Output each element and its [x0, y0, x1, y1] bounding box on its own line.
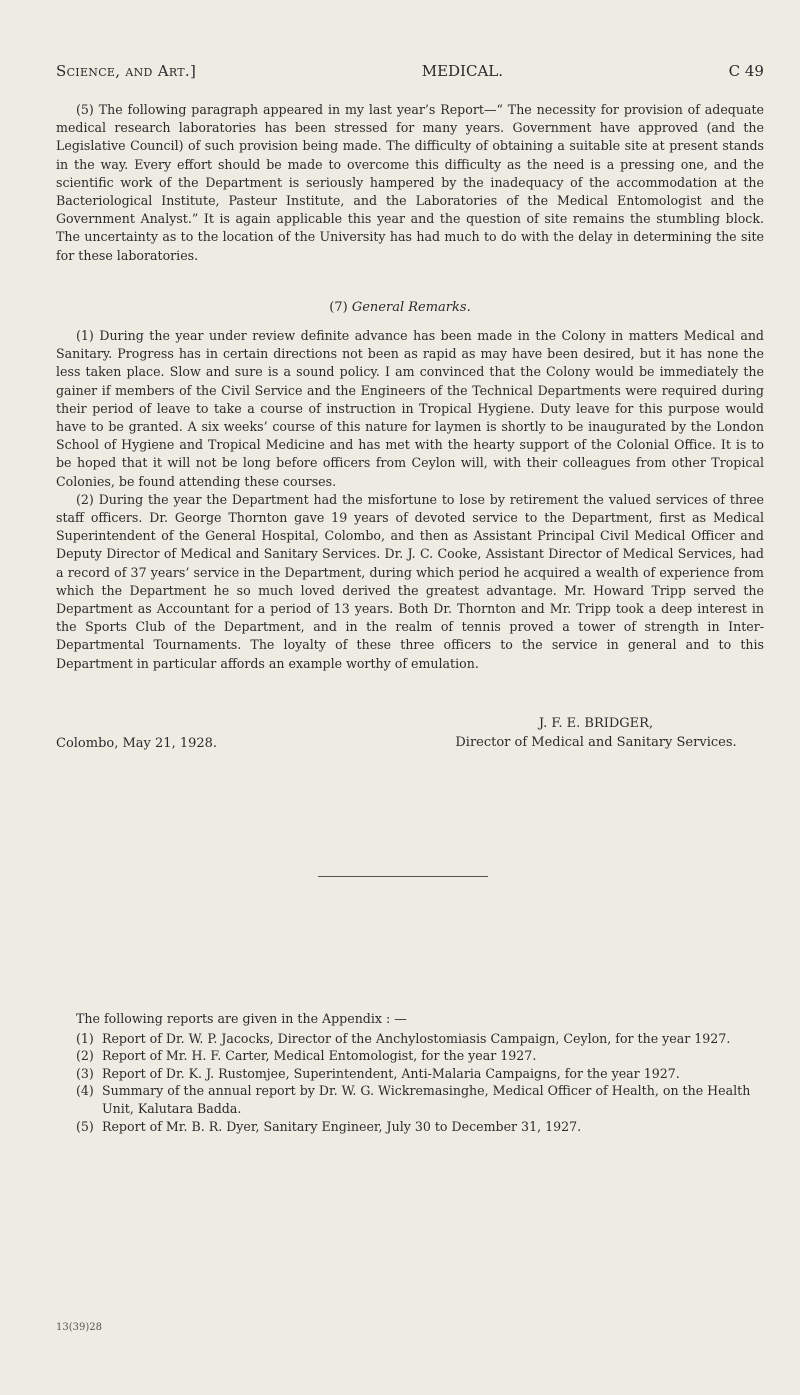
print-code: 13(39)28 — [56, 1322, 102, 1333]
list-item — [76, 1118, 764, 1136]
list-item-number: (4) — [76, 1083, 94, 1099]
list-item-text: Report of Mr. B. R. Dyer, Sanitary Engineer, July 30 to December 31, 1927. — [102, 1118, 582, 1134]
signature-block — [428, 714, 764, 752]
section-7-title: General Remarks. — [351, 300, 471, 315]
list-item-number: (1) — [76, 1030, 94, 1046]
list-item-number: (5) — [76, 1118, 94, 1134]
list-item — [76, 1030, 764, 1048]
list-item — [76, 1082, 764, 1117]
divider-rule — [318, 876, 488, 877]
section-7-number: (7) — [329, 300, 348, 315]
section-5 — [56, 101, 764, 265]
section-5-paragraph: (5) The following paragraph appeared in my last year’s Report—“ The necessity for provision of adequate medical research laboratories has been stressed for many years. Government have approved (and the Legislative Council) of such provision being made. The difficulty of obtaining a suitable site at present stands in the way. Every effort should be made to overcome this difficulty as the need is a pressing one, and the scientific work of the Department is seriously hampered by the inadequacy of the accommodation at the Bacteriological Institute, Pasteur Institute, and the Laboratories of the Medical Entomologist and the Government Analyst.” It is again applicable this year and the question of site remains the stumbling block. The uncertainty as to the location of the University has had much to do with the delay in determining the site for these laboratories. — [56, 102, 764, 263]
list-item-text: Summary of the annual report by Dr. W. G. Wickremasinghe, Medical Officer of Health, on the Health Unit, Kalutara Badda. — [102, 1083, 751, 1116]
list-item-text: Report of Mr. H. F. Carter, Medical Entomologist, for the year 1927. — [102, 1048, 537, 1064]
appendix-items — [56, 1030, 764, 1136]
section-7-paragraph-1: (1) During the year under review definite advance has been made in the Colony in matters Medical and Sanitary. Progress has in certain directions not been as rapid as may have been desired, but it has none the less taken place. Slow and sure is a sound policy. I am convinced that the Colony would be immediately the gainer if members of the Civil Service and the Engineers of the Technical Departments were required during their period of leave to take a course of instruction in Tropical Hygiene. Duty leave for this purpose would have to be granted. A six weeks’ course of this nature for laymen is shortly to be inaugurated by the London School of Hygiene and Tropical Medicine and has met with the hearty support of the Colonial Office. It is to be hoped that it will not be long before officers from Ceylon will, with their colleagues from other Tropical Colonies, be found attending these courses. — [56, 328, 764, 489]
section-7 — [56, 327, 764, 673]
list-item-number: (2) — [76, 1048, 94, 1064]
signature-name: J. F. E. BRIDGER, — [538, 716, 654, 731]
signature-title: Director of Medical and Sanitary Services. — [455, 735, 737, 750]
header-left: Science, and Art.] — [56, 62, 197, 80]
header-center: MEDICAL. — [421, 62, 504, 80]
section-7-paragraph-2: (2) During the year the Department had the misfortune to lose by retirement the valued services of three staff officers. Dr. George Thornton gave 19 years of devoted service to the Department, first as Medical Superintendent of the General Hospital, Colombo, and then as Assistant Principal Civil Medical Officer and Deputy Director of Medical and Sanitary Services. Dr. J. C. Cooke, Assistant Director of Medical Services, had a record of 37 years’ service in the Department, during which period he acquired a wealth of experience from which the Department he so much loved derived the greatest advantage. Mr. Howard Tripp served the Department as Accountant for a period of 13 years. Both Dr. Thornton and Mr. Tripp took a deep interest in the Sports Club of the Department, and in the realm of tennis proved a tower of strength in Inter-Departmental Tournaments. The loyalty of these three officers to the service in general and to this Department in particular affords an example worthy of emulation. — [56, 491, 764, 671]
list-item-text: Report of Dr. K. J. Rustomjee, Superintendent, Anti-Malaria Campaigns, for the year 1927. — [102, 1065, 680, 1081]
list-item — [76, 1065, 764, 1083]
appendix-intro: The following reports are given in the Appendix : — — [76, 1011, 407, 1026]
list-item-text: Report of Dr. W. P. Jacocks, Director of the Anchylostomiasis Campaign, Ceylon, for the year 1927. — [102, 1030, 731, 1046]
section-7-heading — [0, 300, 800, 315]
appendix-list — [56, 1010, 764, 1135]
page-header — [56, 62, 764, 80]
page-number: C 49 — [728, 62, 764, 80]
list-item-number: (3) — [76, 1065, 94, 1081]
list-item — [76, 1047, 764, 1065]
signature-place-date: Colombo, May 21, 1928. — [56, 736, 218, 751]
